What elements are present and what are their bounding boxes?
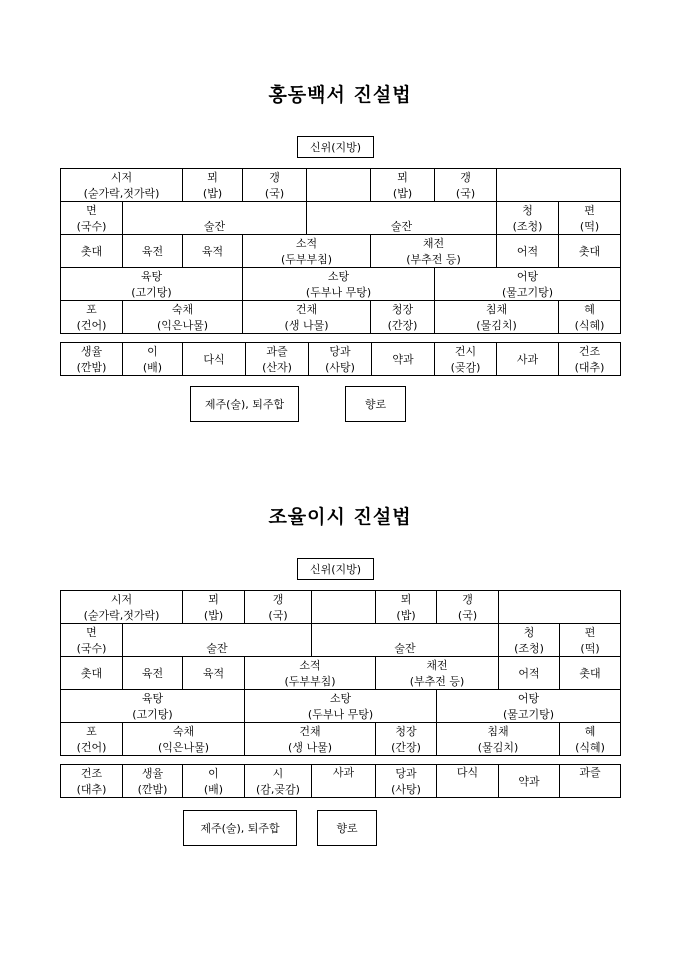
yakgwa-cell: 약과 [499, 765, 560, 798]
fresh-veg-cell: 건채 [243, 301, 371, 318]
candy-note: (사탕) [309, 359, 372, 376]
candle-cell: 촛대 [61, 235, 123, 268]
section2-wine-box: 제주(술), 퇴주합 [183, 810, 297, 846]
meat-soup-note: (고기탕) [61, 706, 245, 723]
dried-fish-cell: 포 [61, 723, 123, 740]
fish-soup-cell: 어탕 [437, 690, 621, 707]
wine-cup-cell: 술잔 [307, 202, 497, 235]
dasik-cell: 다식 [183, 343, 246, 376]
wine-cup-cell: 술잔 [123, 624, 312, 657]
veg-pancake-note: (부추전 등) [376, 673, 499, 690]
section2-incense-box: 향로 [317, 810, 377, 846]
cooked-veg-cell: 숙채 [123, 723, 245, 740]
soup-cell: 갱 [243, 169, 307, 186]
pear-cell: 이 [123, 343, 183, 360]
rice-note: (밥) [376, 607, 437, 624]
meat-pancake-cell: 육전 [123, 657, 183, 690]
dried-jujube-cell: 건조 [61, 765, 123, 782]
peeled-chestnut-cell: 생율 [123, 765, 183, 782]
soy-sauce-cell: 청장 [376, 723, 437, 740]
blank-cell [497, 169, 621, 202]
sikhye-note: (식혜) [560, 739, 621, 756]
dried-fish-note: (건어) [61, 739, 123, 756]
tofu-soup-note: (두부나 무탕) [245, 706, 437, 723]
kimchi-note: (물김치) [437, 739, 560, 756]
candy-note: (사탕) [376, 781, 437, 798]
noodles-cell: 면 [61, 202, 123, 219]
gwajul-cell: 과즐 [560, 765, 621, 798]
rice-note: (밥) [371, 185, 435, 202]
utensils-note: (숟가락,젓가락) [61, 607, 183, 624]
utensils-cell: 시저 [61, 169, 183, 186]
peeled-chestnut-note: (깐밤) [61, 359, 123, 376]
tofu-soup-cell: 소탕 [243, 268, 435, 285]
syrup-cell: 청 [497, 202, 559, 219]
peeled-chestnut-cell: 생율 [61, 343, 123, 360]
gwajul-cell: 과즐 [246, 343, 309, 360]
kimchi-cell: 침채 [437, 723, 560, 740]
syrup-note: (조청) [497, 218, 559, 235]
section1-title: 홍동백서 진설법 [268, 84, 412, 106]
tofu-skewer-cell: 소적 [245, 657, 376, 674]
rice-cell: 뫼 [371, 169, 435, 186]
dried-persimmon-cell: 건시 [435, 343, 497, 360]
section2-spirit-tablet-box: 신위(지방) [297, 558, 374, 580]
dried-persimmon-note: (곶감) [435, 359, 497, 376]
kimchi-cell: 침채 [435, 301, 559, 318]
soy-sauce-note: (간장) [371, 317, 435, 334]
rice-note: (밥) [183, 607, 245, 624]
section2-table [60, 590, 621, 756]
wine-cup-cell: 술잔 [312, 624, 499, 657]
cooked-veg-note: (익은나물) [123, 739, 245, 756]
soup-note: (국) [437, 607, 499, 624]
veg-pancake-cell: 채전 [376, 657, 499, 674]
cooked-veg-cell: 숙채 [123, 301, 243, 318]
soup-note: (국) [435, 185, 497, 202]
noodles-note: (국수) [61, 640, 123, 657]
tofu-soup-note: (두부나 무탕) [243, 284, 435, 301]
gwajul-note: (산자) [246, 359, 309, 376]
pear-cell: 이 [183, 765, 245, 782]
candy-cell: 당과 [376, 765, 437, 782]
meat-skewer-cell: 육적 [183, 657, 245, 690]
blank-cell [312, 591, 376, 624]
rice-cake-cell: 편 [559, 202, 621, 219]
fish-soup-note: (물고기탕) [437, 706, 621, 723]
cooked-veg-note: (익은나물) [123, 317, 243, 334]
tofu-skewer-note: (두부부침) [243, 251, 371, 268]
fish-soup-note: (물고기탕) [435, 284, 621, 301]
meat-soup-cell: 육탕 [61, 690, 245, 707]
meat-soup-cell: 육탕 [61, 268, 243, 285]
tofu-soup-cell: 소탕 [245, 690, 437, 707]
rice-cell: 뫼 [183, 591, 245, 608]
soup-cell: 갱 [245, 591, 312, 608]
veg-pancake-note: (부추전 등) [371, 251, 497, 268]
fresh-veg-note: (생 나물) [243, 317, 371, 334]
wine-cup-cell: 술잔 [123, 202, 307, 235]
section2-fruit-row [60, 764, 621, 798]
dried-fish-cell: 포 [61, 301, 123, 318]
soup-cell: 갱 [437, 591, 499, 608]
persimmon-note: (감,곶감) [245, 781, 312, 798]
fresh-veg-cell: 건채 [245, 723, 376, 740]
meat-pancake-cell: 육전 [123, 235, 183, 268]
veg-pancake-cell: 채전 [371, 235, 497, 252]
syrup-note: (조청) [499, 640, 560, 657]
section1-incense-box: 향로 [345, 386, 406, 422]
candle-cell: 촛대 [61, 657, 123, 690]
meat-soup-note: (고기탕) [61, 284, 243, 301]
section1-wine-box: 제주(술), 퇴주합 [190, 386, 299, 422]
soup-note: (국) [243, 185, 307, 202]
blank-cell [499, 591, 621, 624]
dried-jujube-note: (대추) [61, 781, 123, 798]
section1-spirit-tablet-box: 신위(지방) [297, 136, 374, 158]
pear-note: (배) [123, 359, 183, 376]
meat-skewer-cell: 육적 [183, 235, 243, 268]
sikhye-cell: 혜 [559, 301, 621, 318]
section1-table [60, 168, 621, 334]
rice-cake-note: (떡) [560, 640, 621, 657]
persimmon-cell: 시 [245, 765, 312, 782]
tofu-skewer-cell: 소적 [243, 235, 371, 252]
kimchi-note: (물김치) [435, 317, 559, 334]
tofu-skewer-note: (두부부침) [245, 673, 376, 690]
dried-jujube-cell: 건조 [559, 343, 621, 360]
dasik-cell: 다식 [437, 765, 499, 798]
noodles-cell: 면 [61, 624, 123, 641]
rice-note: (밥) [183, 185, 243, 202]
utensils-cell: 시저 [61, 591, 183, 608]
soy-sauce-note: (간장) [376, 739, 437, 756]
soup-cell: 갱 [435, 169, 497, 186]
dried-fish-note: (건어) [61, 317, 123, 334]
apple-cell: 사과 [312, 765, 376, 798]
soup-note: (국) [245, 607, 312, 624]
rice-cell: 뫼 [183, 169, 243, 186]
fish-soup-cell: 어탕 [435, 268, 621, 285]
noodles-note: (국수) [61, 218, 123, 235]
syrup-cell: 청 [499, 624, 560, 641]
rice-cake-cell: 편 [560, 624, 621, 641]
peeled-chestnut-note: (깐밤) [123, 781, 183, 798]
utensils-note: (숟가락,젓가락) [61, 185, 183, 202]
pear-note: (배) [183, 781, 245, 798]
rice-cake-note: (떡) [559, 218, 621, 235]
fresh-veg-note: (생 나물) [245, 739, 376, 756]
candy-cell: 당과 [309, 343, 372, 360]
dried-jujube-note: (대추) [559, 359, 621, 376]
candle-cell: 촛대 [559, 235, 621, 268]
yakgwa-cell: 약과 [372, 343, 435, 376]
fish-skewer-cell: 어적 [499, 657, 560, 690]
sikhye-cell: 혜 [560, 723, 621, 740]
rice-cell: 뫼 [376, 591, 437, 608]
section2-title: 조율이시 진설법 [268, 506, 412, 528]
blank-cell [307, 169, 371, 202]
sikhye-note: (식혜) [559, 317, 621, 334]
section1-fruit-row [60, 342, 621, 376]
fish-skewer-cell: 어적 [497, 235, 559, 268]
soy-sauce-cell: 청장 [371, 301, 435, 318]
candle-cell: 촛대 [560, 657, 621, 690]
apple-cell: 사과 [497, 343, 559, 376]
